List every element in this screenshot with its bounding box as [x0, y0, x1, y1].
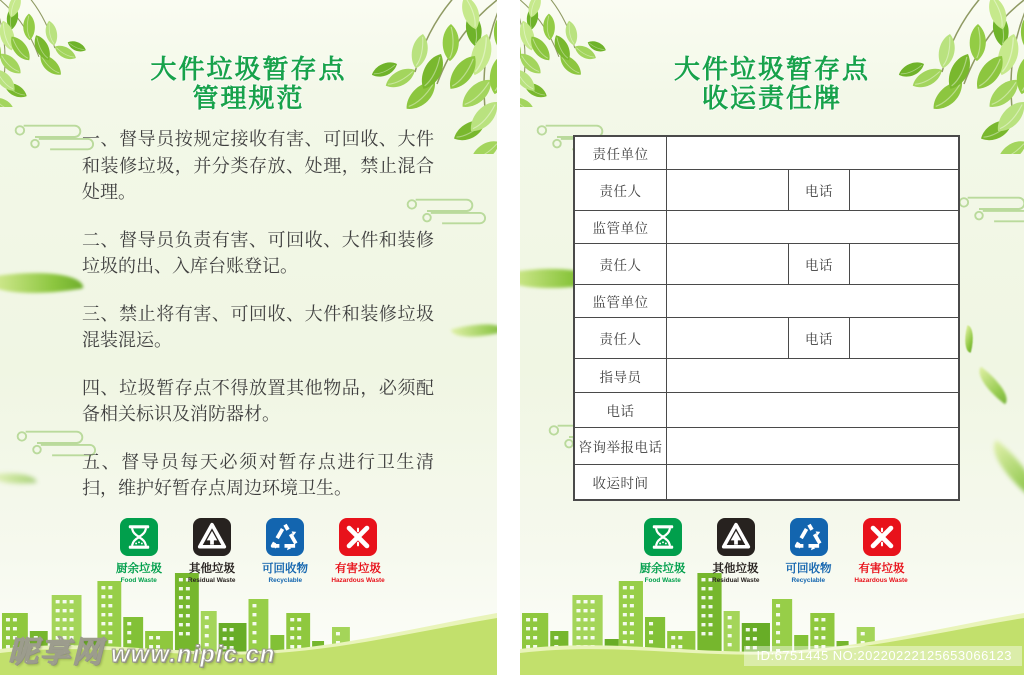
table-row: [575, 211, 958, 244]
waste-icon-item: [780, 518, 838, 584]
leaf-accent: [0, 470, 37, 488]
leaf-accent: [982, 440, 1024, 498]
waste-icon-label-en: Recyclable: [791, 577, 826, 584]
table-phone-value-cell: [850, 170, 958, 210]
table-value-cell: [667, 211, 958, 243]
waste-icon-label-zh: 其他垃圾: [712, 563, 759, 575]
table-label-cell: 责任人: [575, 170, 667, 210]
poster-title: [0, 55, 497, 113]
waste-icon-label-zh: 有害垃圾: [858, 563, 905, 575]
poster-title-line1: 大件垃圾暂存点: [150, 54, 347, 84]
table-value-cell: [667, 428, 958, 464]
table-label-cell: 电话: [575, 393, 667, 427]
residual-waste-icon: [193, 518, 231, 556]
rule-item: 三、禁止将有害、可回收、大件和装修垃圾混装混运。: [82, 303, 434, 350]
rule-item: 一、督导员按规定接收有害、可回收、大件和装修垃圾，并分类存放、处理，禁止混合处理。: [82, 129, 434, 202]
table-phone-value-cell: [850, 244, 958, 284]
food-waste-icon: [120, 518, 158, 556]
rules-list: [82, 126, 434, 523]
hazardous-waste-icon: [863, 518, 901, 556]
table-value-cell: [667, 170, 789, 210]
waste-icon-label-zh: 厨余垃圾: [116, 563, 162, 575]
table-value-cell: [667, 359, 958, 392]
poster-title: [520, 55, 1024, 113]
waste-icon-label-en: Residual Waste: [188, 577, 236, 584]
table-row: [575, 465, 958, 499]
site-name: 昵享网: [8, 636, 104, 669]
waste-icon-label-en: Hazardous Waste: [331, 577, 385, 584]
waste-icon-label-zh: 可回收物: [262, 563, 308, 575]
table-phone-label-cell: 电话: [789, 170, 850, 210]
waste-icon-label-en: Hazardous Waste: [854, 577, 909, 584]
waste-icons-row: [0, 518, 497, 584]
waste-icons-row: [520, 518, 1024, 584]
poster-title-line2: 管理规范: [192, 83, 305, 113]
waste-icon-item: [183, 518, 241, 584]
recyclable-icon: [266, 518, 304, 556]
rule-item: 五、督导员每天必须对暂存点进行卫生清扫，维护好暂存点周边环境卫生。: [82, 451, 434, 498]
table-row: [575, 359, 958, 393]
table-value-cell: [667, 244, 789, 284]
table-row: [575, 137, 958, 170]
table-value-cell: [667, 318, 789, 358]
waste-icon-label-en: Food Waste: [120, 577, 158, 584]
table-value-cell: [667, 285, 958, 317]
rule-item: 四、垃圾暂存点不得放置其他物品，必须配备相关标识及消防器材。: [82, 377, 434, 424]
table-value-cell: [667, 465, 958, 499]
waste-icon-label-en: Residual Waste: [711, 577, 760, 584]
waste-icon-label-zh: 有害垃圾: [335, 563, 381, 575]
table-row: [575, 428, 958, 465]
waste-icon-item: [707, 518, 765, 584]
site-watermark: [8, 627, 275, 671]
waste-icon-item: [634, 518, 692, 584]
waste-icon-item: [110, 518, 168, 584]
table-value-cell: [667, 137, 958, 169]
table-row: [575, 285, 958, 318]
residual-waste-icon: [717, 518, 755, 556]
poster-title-line2: 收运责任牌: [701, 83, 842, 113]
table-row: [575, 393, 958, 428]
table-label-cell: 指导员: [575, 359, 667, 392]
leaf-accent: [0, 263, 83, 304]
table-phone-label-cell: 电话: [789, 244, 850, 284]
rule-item: 二、督导员负责有害、可回收、大件和装修垃圾的出、入库台账登记。: [82, 229, 434, 276]
table-label-cell: 责任人: [575, 318, 667, 358]
leaf-accent: [961, 325, 977, 353]
waste-icon-item: [853, 518, 911, 584]
responsibility-table: [573, 135, 960, 501]
waste-icon-item: [329, 518, 387, 584]
recyclable-icon: [790, 518, 828, 556]
food-waste-icon: [644, 518, 682, 556]
table-label-cell: 责任人: [575, 244, 667, 284]
poster-responsibility-board: [520, 0, 1024, 675]
table-row: [575, 318, 958, 359]
hazardous-waste-icon: [339, 518, 377, 556]
table-value-cell: [667, 393, 958, 427]
table-row: [575, 170, 958, 211]
site-url: www.nipic.cn: [111, 641, 276, 668]
cloud-ornament: [950, 192, 1024, 231]
table-phone-label-cell: 电话: [789, 318, 850, 358]
table-label-cell: 责任单位: [575, 137, 667, 169]
waste-icon-label-zh: 其他垃圾: [189, 563, 235, 575]
waste-icon-label-en: Recyclable: [268, 577, 302, 584]
table-label-cell: 监管单位: [575, 285, 667, 317]
stock-id-label: ID:6751445 NO:20220222125653066123: [744, 646, 1022, 666]
table-row: [575, 244, 958, 285]
table-label-cell: 咨询举报电话: [575, 428, 667, 464]
leaf-accent: [451, 317, 497, 344]
waste-icon-label-en: Food Waste: [644, 577, 681, 584]
leaf-accent: [972, 367, 1014, 405]
table-label-cell: 收运时间: [575, 465, 667, 499]
waste-icon-label-zh: 可回收物: [785, 563, 832, 575]
poster-title-line1: 大件垃圾暂存点: [673, 54, 870, 84]
waste-icon-item: [256, 518, 314, 584]
table-label-cell: 监管单位: [575, 211, 667, 243]
table-phone-value-cell: [850, 318, 958, 358]
poster-management-rules: [0, 0, 497, 675]
waste-icon-label-zh: 厨余垃圾: [639, 563, 686, 575]
